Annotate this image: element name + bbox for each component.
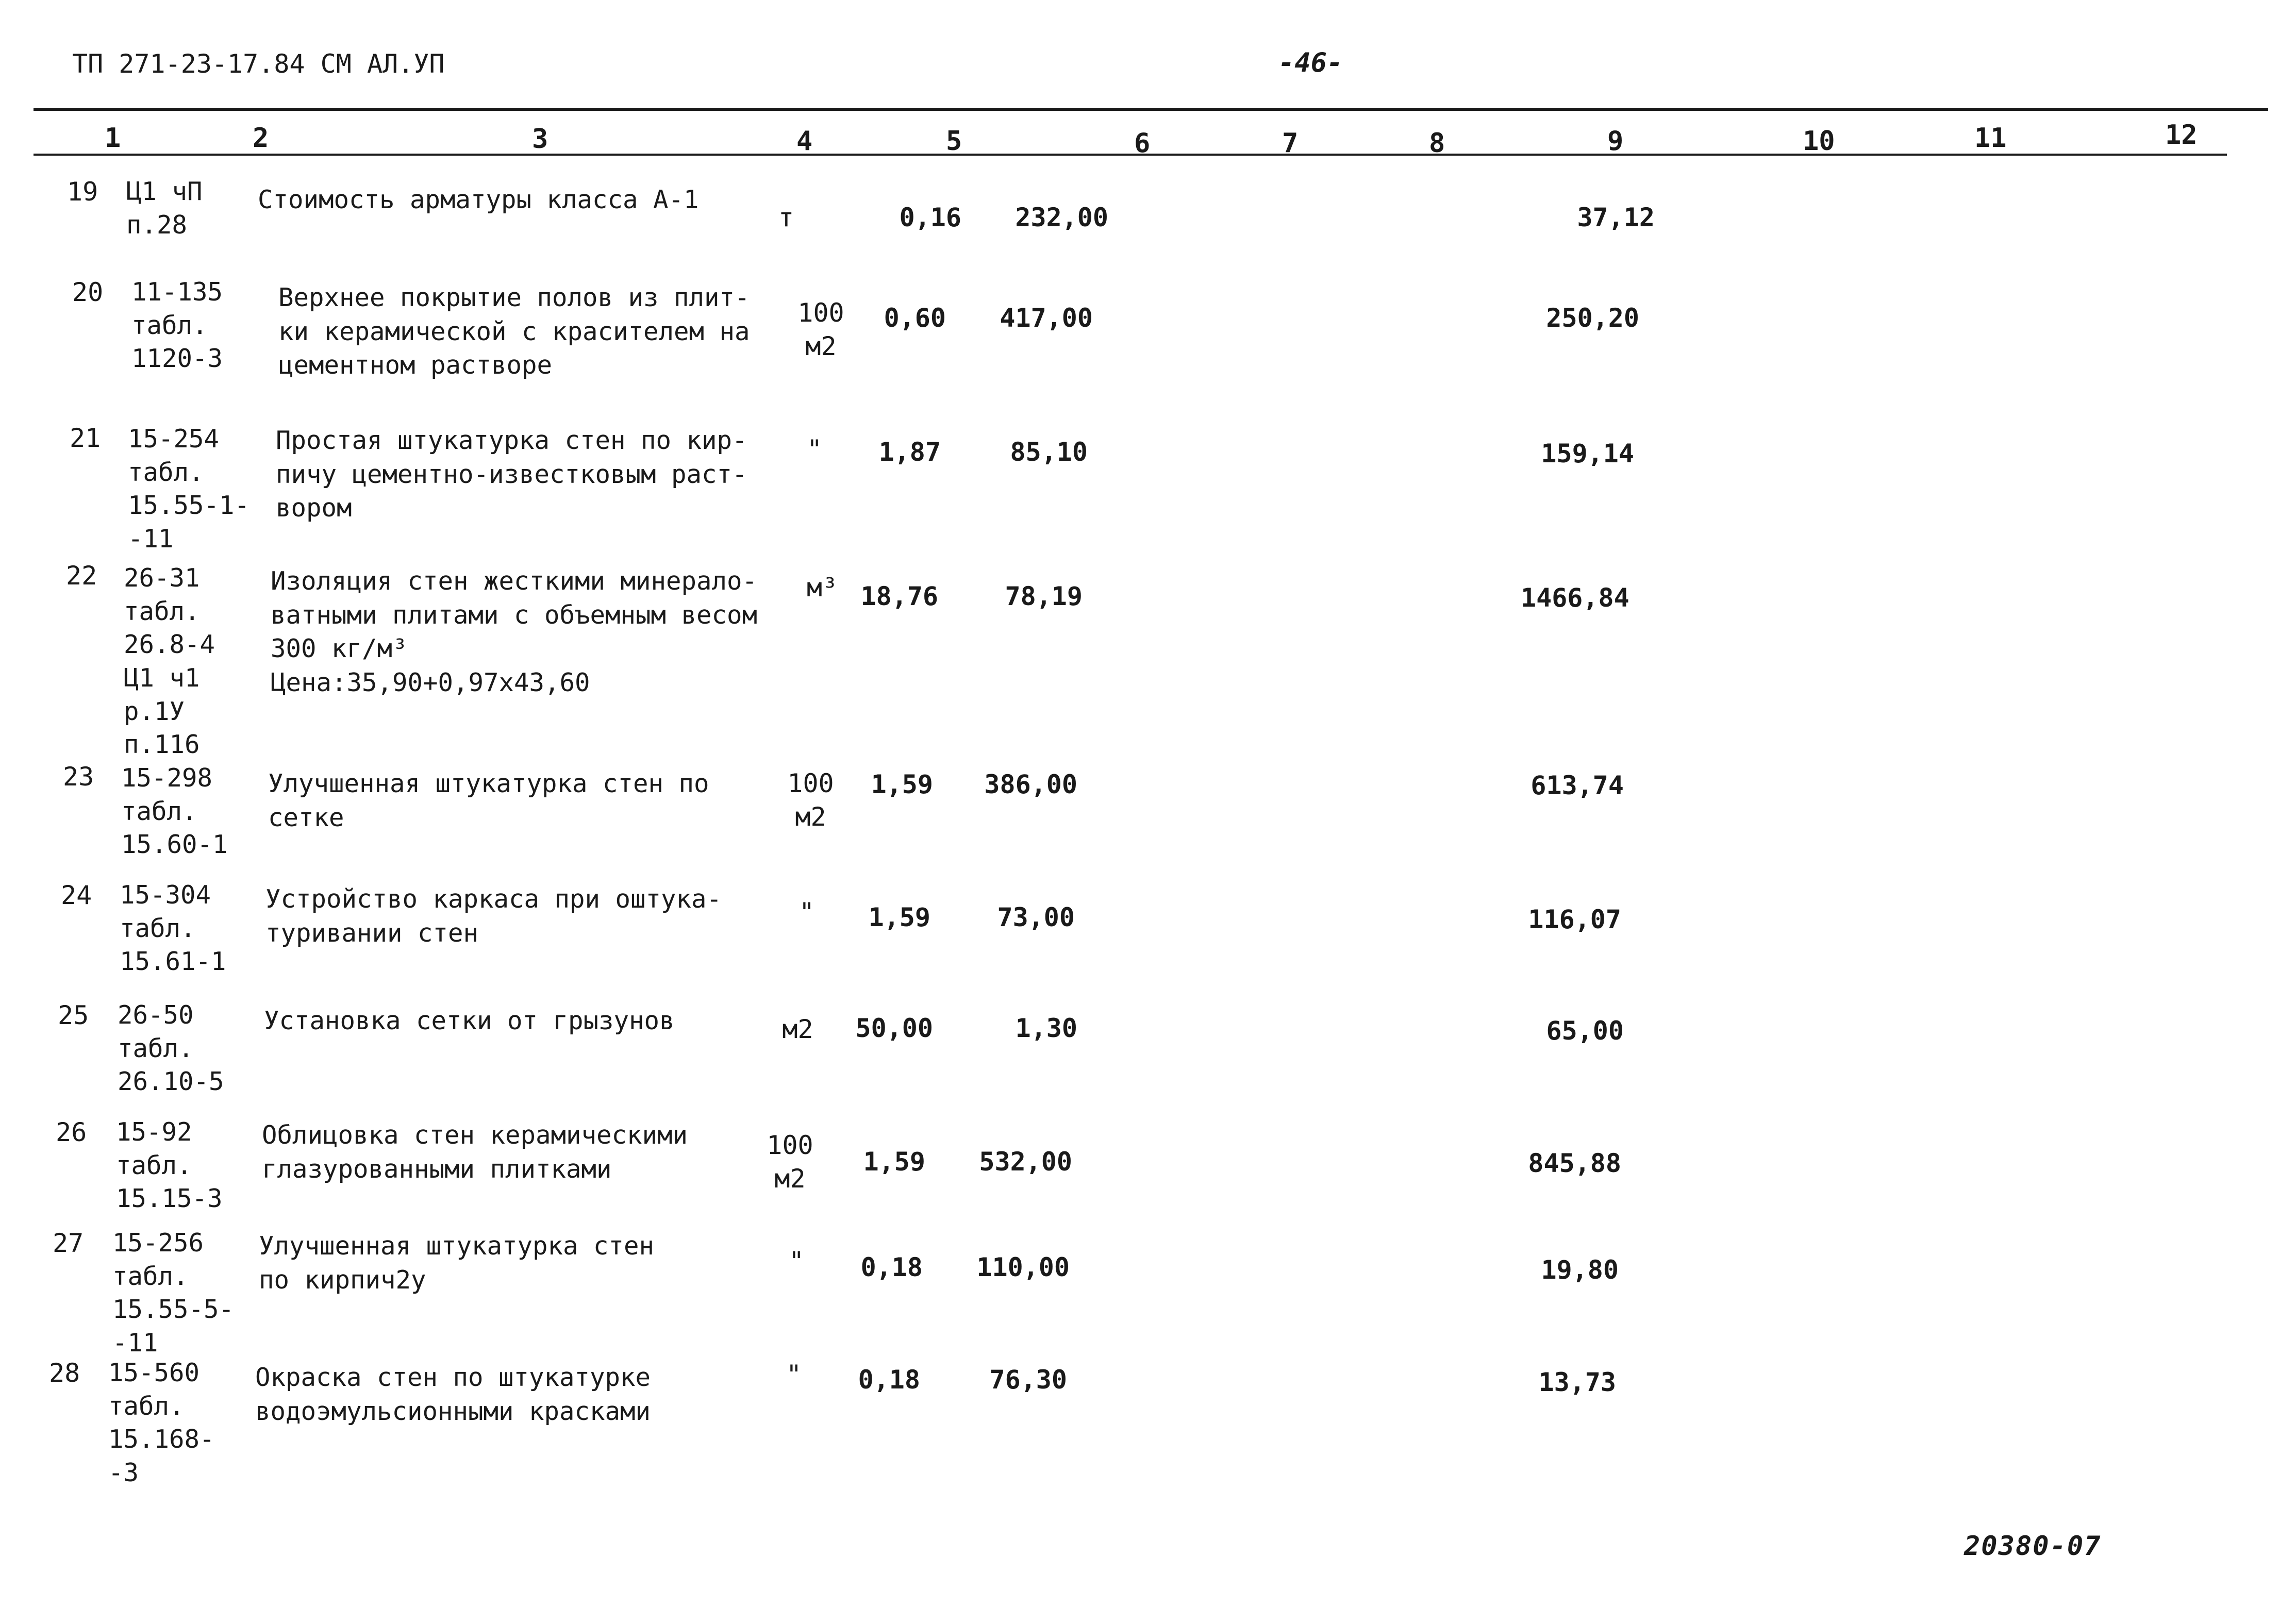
row-total: 159,14: [1541, 439, 1634, 468]
row-unit-price: 532,00: [979, 1147, 1072, 1177]
row-quantity: 0,18: [860, 1252, 923, 1282]
archive-stamp: 20380-07: [1964, 1531, 2102, 1562]
row-number: 24: [61, 880, 92, 910]
row-reference: 15-254 табл. 15.55-1- -11: [128, 424, 250, 554]
column-number: 4: [796, 126, 813, 157]
page-number: -46-: [1278, 47, 1343, 78]
row-quantity: 0,18: [858, 1365, 920, 1395]
row-unit-price: 417,00: [1000, 303, 1093, 333]
row-reference: 15-92 табл. 15.15-3: [116, 1117, 223, 1214]
row-description: Стоимость арматуры класса А-1: [258, 185, 699, 214]
row-unit-price: 232,00: [1015, 203, 1108, 232]
row-total: 37,12: [1577, 203, 1655, 232]
row-description: Установка сетки от грызунов: [264, 1006, 675, 1035]
row-number: 21: [70, 423, 101, 453]
row-unit: ": [786, 1360, 802, 1390]
column-number: 9: [1607, 126, 1624, 157]
column-number: 3: [532, 124, 548, 155]
row-number: 25: [58, 1000, 89, 1030]
document-code: ТП 271-23-17.84 СМ АЛ.УП: [72, 49, 445, 79]
row-quantity: 1,59: [871, 769, 933, 799]
row-total: 1466,84: [1521, 583, 1629, 613]
row-reference: 11-135 табл. 1120-3: [131, 277, 223, 374]
row-reference: 15-298 табл. 15.60-1: [121, 763, 228, 860]
row-unit: ": [788, 1246, 805, 1276]
row-reference: 15-256 табл. 15.55-5- -11: [112, 1228, 235, 1358]
column-number: 10: [1803, 126, 1835, 157]
row-unit-price: 76,30: [989, 1365, 1067, 1395]
row-reference: 26-31 табл. 26.8-4 Ц1 ч1 р.1У п.116: [124, 563, 215, 760]
column-number: 8: [1429, 128, 1445, 159]
row-number: 26: [56, 1117, 87, 1147]
row-total: 116,07: [1528, 905, 1621, 934]
row-unit-price: 73,00: [997, 902, 1075, 932]
row-reference: 15-304 табл. 15.61-1: [120, 880, 226, 977]
row-unit-price: 78,19: [1005, 581, 1083, 611]
row-number: 19: [67, 177, 98, 207]
row-description: Простая штукатурка стен по кир- пичу цементно-известковым раст- вором: [276, 426, 747, 523]
row-total: 65,00: [1546, 1016, 1624, 1046]
row-description: Облицовка стен керамическими глазурованными плитками: [262, 1120, 688, 1184]
row-total: 845,88: [1528, 1148, 1621, 1178]
row-description: Окраска стен по штукатурке водоэмульсионными красками: [255, 1363, 651, 1426]
row-unit: 100 м2: [767, 1130, 813, 1194]
row-description: Устройство каркаса при оштука- туривании стен: [265, 884, 722, 948]
row-number: 22: [66, 561, 97, 591]
row-number: 27: [53, 1228, 84, 1258]
top-rule: [34, 108, 2268, 111]
row-total: 19,80: [1541, 1255, 1619, 1285]
column-number: 6: [1134, 128, 1151, 159]
row-unit: 100 м2: [787, 768, 834, 832]
row-reference: 26-50 табл. 26.10-5: [118, 1000, 224, 1097]
row-description: Верхнее покрытие полов из плит- ки керамической с красителем на цементном растворе: [278, 283, 750, 380]
row-description: Изоляция стен жесткими минерало- ватными плитами с объемным весом 300 кг/м³ Цена:35,90+0,97х43,60: [271, 566, 758, 697]
column-number: 11: [1974, 123, 2007, 154]
row-unit-price: 386,00: [984, 769, 1077, 799]
row-number: 28: [49, 1358, 80, 1388]
row-unit: ": [798, 897, 815, 927]
row-total: 13,73: [1538, 1367, 1616, 1397]
row-unit: 100 м2: [797, 298, 844, 361]
row-reference: 15-560 табл. 15.168- -3: [108, 1358, 215, 1488]
row-total: 250,20: [1546, 303, 1639, 333]
row-reference: Ц1 чП п.28: [126, 177, 203, 240]
row-unit: т: [778, 203, 794, 232]
row-quantity: 0,60: [884, 303, 946, 333]
row-quantity: 1,59: [868, 902, 930, 932]
row-number: 20: [72, 277, 104, 307]
row-quantity: 1,59: [863, 1147, 925, 1177]
row-unit-price: 1,30: [1015, 1013, 1077, 1043]
row-quantity: 18,76: [860, 581, 938, 611]
row-unit: м2: [782, 1014, 813, 1044]
row-quantity: 1,87: [878, 437, 941, 467]
row-description: Улучшенная штукатурка стен по кирпич2у: [259, 1231, 655, 1295]
column-number: 12: [2165, 120, 2198, 150]
row-unit: м³: [806, 573, 838, 602]
row-unit-price: 110,00: [976, 1252, 1070, 1282]
row-unit-price: 85,10: [1010, 437, 1088, 467]
row-total: 613,74: [1530, 771, 1624, 800]
column-number: 2: [253, 123, 269, 154]
column-number: 1: [105, 123, 121, 154]
row-description: Улучшенная штукатурка стен по сетке: [268, 769, 709, 832]
row-quantity: 50,00: [855, 1013, 933, 1043]
row-number: 23: [63, 762, 94, 792]
row-unit: ": [806, 434, 823, 464]
column-number: 7: [1282, 128, 1299, 159]
column-number: 5: [946, 126, 962, 157]
row-quantity: 0,16: [899, 203, 961, 232]
header-bottom-rule: [34, 154, 2227, 156]
